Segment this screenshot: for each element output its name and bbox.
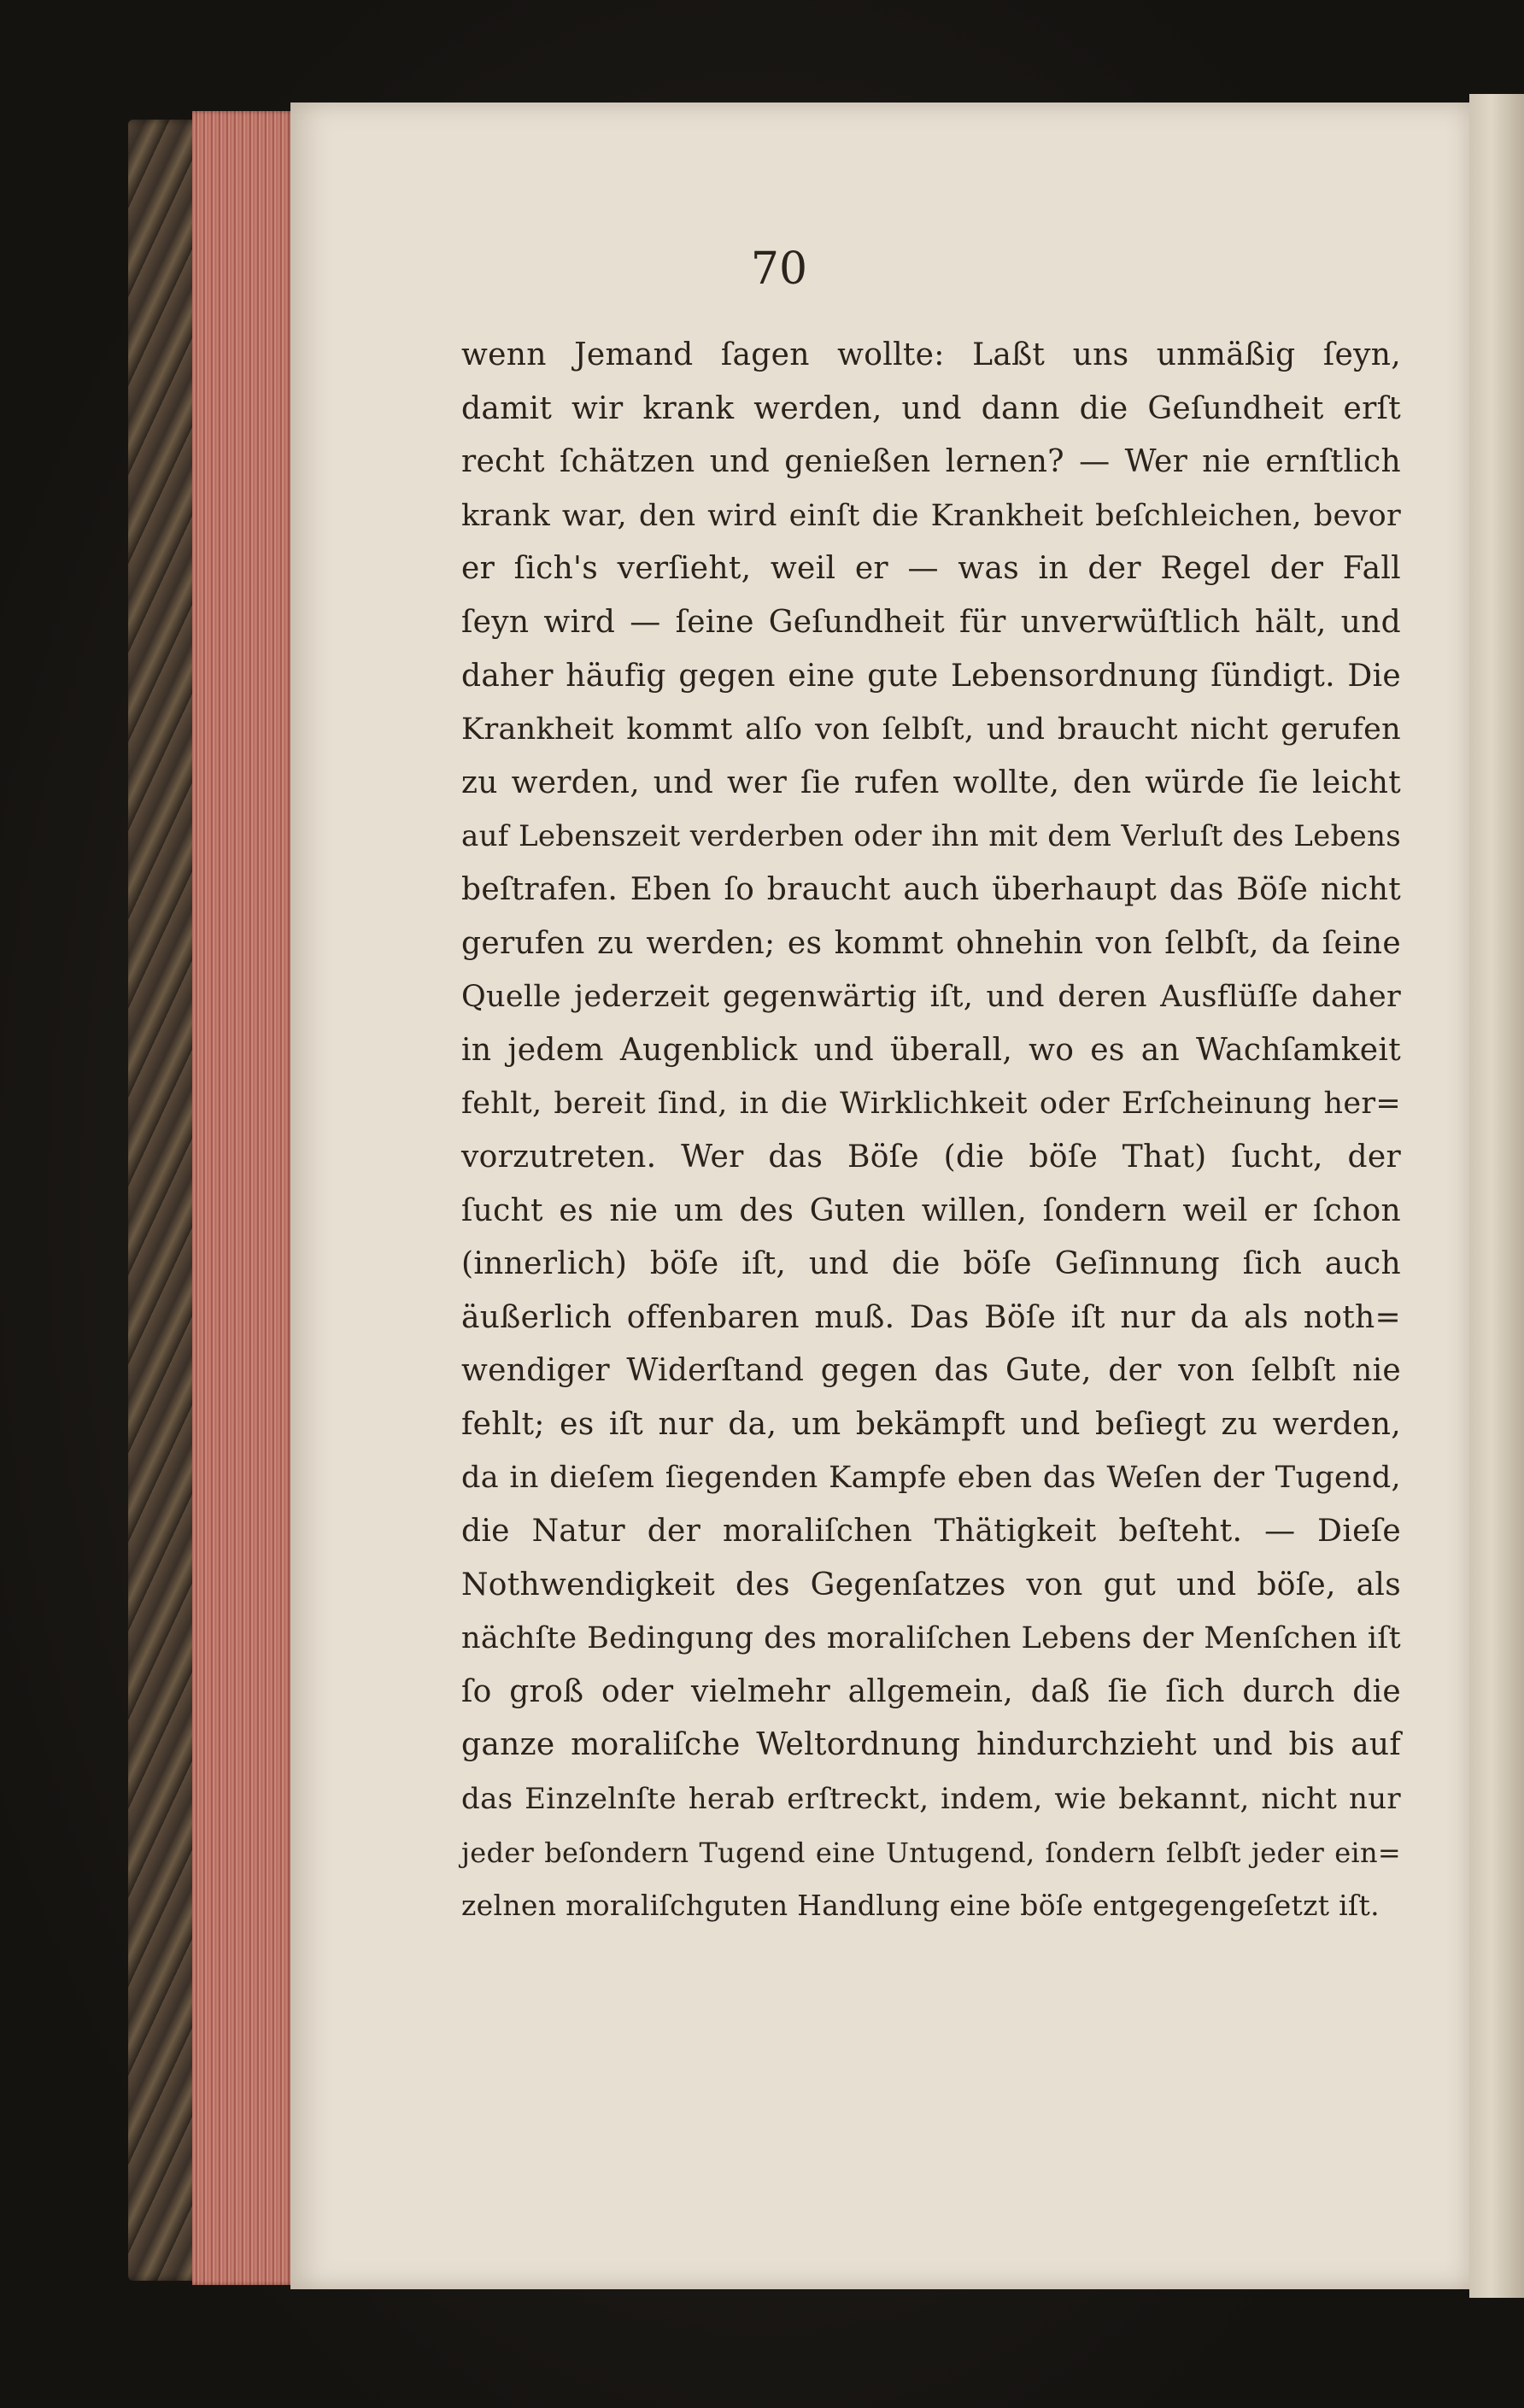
text-line: ſucht es nie um des Guten willen, ſondern weil er ſchon (461, 1192, 1401, 1228)
body-text (461, 329, 1401, 1933)
text-line: fehlt; es iſt nur da, um bekämpft und beſiegt zu werden, (461, 1406, 1401, 1442)
text-line: äußerlich offenbaren muß. Das Böſe iſt nur da als noth= (461, 1299, 1401, 1335)
text-line: (innerlich) böſe iſt, und die böſe Geſinnung ſich auch (461, 1246, 1401, 1282)
text-line: auf Lebenszeit verderben oder ihn mit dem Verluſt des Lebens (461, 819, 1401, 854)
text-line: wendiger Widerſtand gegen das Gute, der von ſelbſt nie (461, 1353, 1401, 1389)
text-line: recht ſchätzen und genießen lernen? — Wer nie ernſtlich (461, 444, 1401, 480)
text-line: er ſich's verſieht, weil er — was in der Regel der Fall (461, 551, 1401, 587)
facing-page-edge (1469, 94, 1524, 2298)
text-line: ſeyn wird — ſeine Geſundheit für unverwüſtlich hält, und (461, 604, 1401, 640)
text-line: Nothwendigkeit des Gegenſatzes von gut und böſe, als (461, 1567, 1401, 1602)
text-line: nächſte Bedingung des moraliſchen Lebens der Menſchen iſt (461, 1621, 1401, 1656)
text-line: damit wir krank werden, und dann die Geſundheit erſt (461, 390, 1401, 426)
page-number: 70 (750, 243, 808, 295)
text-line: Krankheit kommt alſo von ſelbſt, und braucht nicht gerufen (461, 712, 1401, 747)
text-line: ſo groß oder vielmehr allgemein, daß ſie ſich durch die (461, 1673, 1401, 1709)
text-line: vorzutreten. Wer das Böſe (die böſe That) ſucht, der (461, 1139, 1401, 1175)
text-line: beſtrafen. Eben ſo braucht auch überhaupt das Böſe nicht (461, 871, 1401, 907)
text-line: gerufen zu werden; es kommt ohnehin von ſelbſt, da ſeine (461, 925, 1401, 961)
text-line: jeder beſondern Tugend eine Untugend, ſondern ſelbſt jeder ein= (461, 1836, 1401, 1869)
text-line: Quelle jederzeit gegenwärtig iſt, und deren Ausflüſſe daher (461, 980, 1401, 1015)
text-line: daher häufig gegen eine gute Lebensordnung ſündigt. Die (461, 658, 1401, 694)
page-edges (192, 111, 295, 2285)
text-line: da in dieſem ſiegenden Kampfe eben das Weſen der Tugend, (461, 1461, 1401, 1496)
text-line: krank war, den wird einſt die Krankheit beſchleichen, bevor (461, 498, 1401, 533)
text-line: fehlt, bereit ſind, in die Wirklichkeit oder Erſcheinung her= (461, 1087, 1401, 1122)
text-line: in jedem Augenblick und überall, wo es an Wachſamkeit (461, 1032, 1401, 1068)
text-line: wenn Jemand ſagen wollte: Laßt uns unmäßig ſeyn, (461, 337, 1401, 372)
text-line: das Einzelnſte herab erſtreckt, indem, wie bekannt, nicht nur (461, 1782, 1401, 1817)
text-line: zelnen moraliſchguten Handlung eine böſe entgegengeſetzt iſt. (461, 1889, 1380, 1923)
text-line: zu werden, und wer ſie rufen wollte, den würde ſie leicht (461, 765, 1401, 800)
text-line: die Natur der moraliſchen Thätigkeit beſteht. — Dieſe (461, 1514, 1401, 1550)
text-line: ganze moraliſche Weltordnung hindurchzieht und bis auf (461, 1727, 1401, 1763)
